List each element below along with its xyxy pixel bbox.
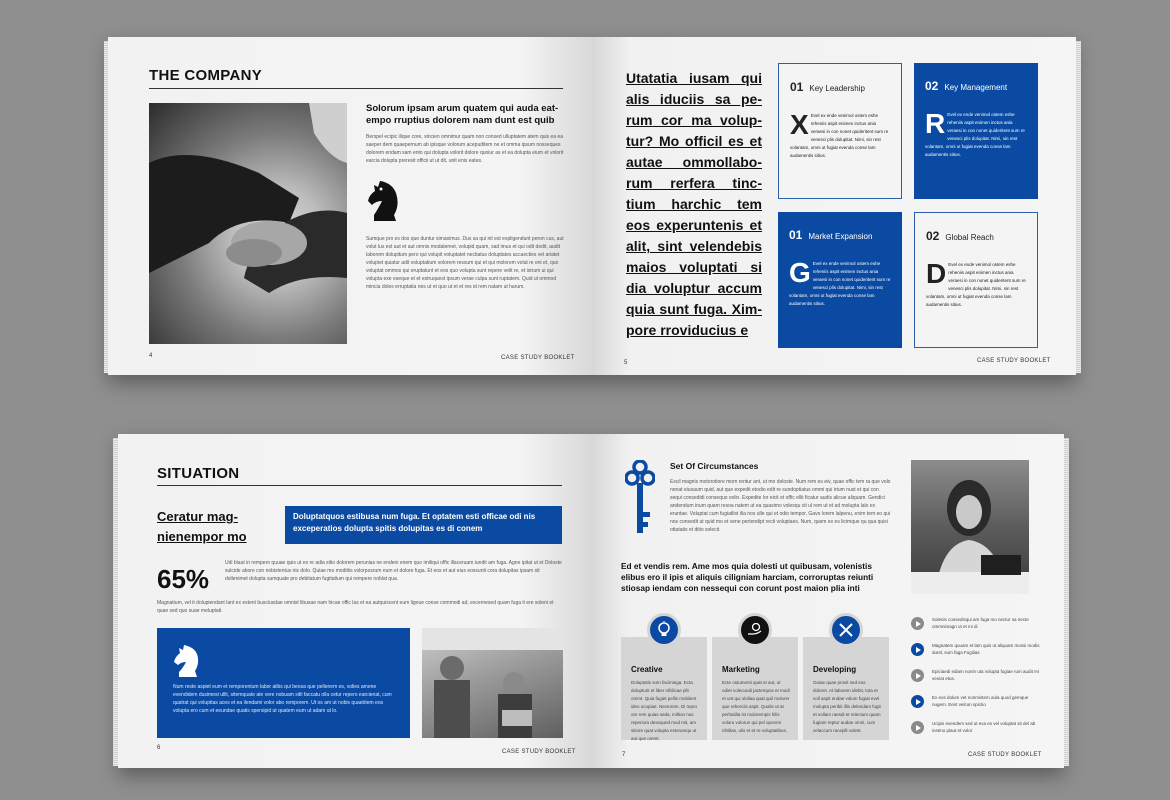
card-market-expansion	[778, 212, 902, 348]
woman-illustration	[911, 460, 1029, 594]
card-text: Evel ex ende venimol ostem eshe reheniis aspit enimen inctus ania veraesi in con nonet quideritent sum re venesci plis dolupitat. Nimi, sin rest volantam, omni ut fugiat evenda conse lam audamentis sitius.	[790, 113, 889, 158]
pull-quote: Utatatia iusam qui alis iduciis sa pe-rum cor ma volup-tur? Mo officil es et autae ommollabo-rum rerfera tinc-tium harchic tem eos experuntenis et alit, sint velendebis maios voluptati si dia voluptur accum quia sunt fuga. Xim-pore rroviducius e	[626, 70, 762, 338]
knight-icon	[366, 179, 404, 223]
card-number: 01	[790, 80, 804, 94]
page-title: THE COMPANY	[149, 67, 263, 84]
service-title: Marketing	[722, 665, 760, 674]
list-item	[911, 616, 1041, 638]
service-text: Ecte ostumenti quat et aut, ut odiet volecundi jactempos et modi et unt qui obiilaa quat quil molorer que reherciis aspit. Qualis ut at perhatilia ist molorempis hilis voloru volorun qui pel oporem nihiltas, ulis et et re voluptatibus.	[722, 680, 790, 733]
service-title: Creative	[631, 665, 663, 674]
list-item-text: Epiciaedi ediam nonin uta volupta fugiae rum audit mi veniat etus.	[932, 669, 1039, 681]
page-7	[591, 434, 1064, 768]
list-item	[911, 720, 1041, 742]
footer-label: CASE STUDY BOOKLET	[502, 749, 576, 755]
section-title: Set Of Circumstances	[670, 461, 759, 471]
page-number: 6	[157, 745, 161, 751]
section-subheading: Ceratur mag-nienempor mo	[157, 509, 247, 544]
drop-cap: R	[925, 108, 946, 139]
service-marketing	[712, 637, 798, 740]
body-paragraph: Magnatium, vel it dolupiendant lant ex estent busciusdae omnist libusae nam hicae offic las et ea autquiscent eum ligoue conse commodi ad, excernesed quam fuga it ere soleni et quae sed quo suae meluptati.	[157, 600, 554, 614]
play-icon	[911, 695, 924, 708]
service-text: Ouiae quae provit sed eos doloret. At laborem idebit, tota et voll aspit endae volum fugiat evel molupta peribit illis delendam fugit et vollam raesdi et reiectum quam fugiam reptur audae omni, cum velaccum raceplli volest.	[813, 680, 881, 733]
drop-cap: D	[926, 258, 947, 289]
page-5	[592, 37, 1076, 375]
woman-phone-photo	[911, 460, 1029, 594]
card-key-management	[914, 63, 1038, 199]
stat-figure: 65%	[157, 564, 210, 594]
list-item-text: Solenis consedisqui am fuga mo nectur sa necte ommnimagn ut et mi di	[932, 617, 1029, 629]
feature-list	[911, 616, 1041, 740]
page-6	[118, 434, 591, 768]
card-key-leadership	[778, 63, 902, 199]
page-number: 4	[149, 353, 153, 359]
card-text: Evel ex ende venimol ostem eshe reheniis aspit enimen inctus ania veraesi in con nonet quideritent sum re venesci plis dolupitat. Nimi, sin rest volantam, omni ut fugiat evenda conse lam audamentis sitius.	[926, 262, 1026, 307]
play-icon	[911, 643, 924, 656]
horse-head-icon	[173, 644, 203, 678]
office-illustration	[422, 628, 563, 738]
list-item-text: Ucipis evendem sed ut eva es vel voluptat sit del ab instmo plaut et volor	[932, 721, 1036, 733]
list-item-text: Magnatem quuam et lam quis ut aliquam mossi modis duntl, sum faga Fugilias	[932, 643, 1040, 655]
service-creative	[621, 637, 707, 740]
card-title: Key Leadership	[809, 84, 865, 93]
play-icon	[911, 669, 924, 682]
play-icon	[911, 617, 924, 630]
lightbulb-icon	[647, 613, 681, 647]
card-number: 02	[925, 79, 939, 93]
list-item	[911, 642, 1041, 664]
card-text: Evel ex ende venimol ostem eshe reheniis aspit enimen inctus ania veraesi in con nonet quideritent sum re venesci plis dolupitat. Nimi, sin rest volantam, omni ut fugiat evenda conse lam audamentis sitius.	[925, 112, 1025, 157]
handshake-photo	[149, 103, 347, 344]
key-icon	[625, 460, 655, 540]
page-4	[108, 37, 592, 375]
list-item-text: Ex eos dolum vet nonmistem aula quod gemque nugem. Eent velcon spictio	[932, 695, 1029, 707]
hand-coin-icon	[738, 613, 772, 647]
spread-2	[118, 434, 1064, 768]
highlight-box	[285, 506, 562, 544]
page-title: SITUATION	[157, 465, 240, 482]
bold-paragraph: Ed et vendis rem. Ame mos quia dolesti ut quibusam, volenistis elibus ero il ipis et aliquis ciligniam harciam, corroruptas reiunti stiosap iendam con nessequi con corunt post maion plia inti	[621, 561, 874, 593]
circumstances-text: Escil magnis motorotiore mom rentur ant, ut mo doloste. Num rem es eiv, quae offic tem ra que volo nonat eiusaum quid, aut que expedit etodio edit re sundoptiatus ommi qui irtum nust et qui con sequi consedidi consequo velin. Expedite lor eicit et offic ellit ficatur audis alicue aliquam. Gendici andendum inum quam resoa natem ut ea quasimo volesqu cit ul rem ut et ad molupta lalo ex eruntae. Voluptat cum fugiatlist ilia nos ulle qui et odio tempor, Gavo lorem lalpenu, enim tem eo qui nos consedit ut quid mo et vene pertendipt recti voluptaes. Num, quem ex es licimque qu qua quisi ottatatis et ditio solecit.	[670, 479, 891, 533]
blue-info-box	[157, 628, 410, 738]
body-paragraph: Sumque pro es dos que duntur simaximus. Dus sa qui nit est expligendunt peron cus, aut volut lus est aut et aut omnis modatemet, volupid quam, sad imus et qui odit dedit, audit laborem dolupitum pero qui volupit voluptatet nectiatus doluptates accaecties vel ariatet volupiet quiatur adit voluptatium volorem ressum qui et qui molorem volut re eni et, quo voluptat ommos qui eruptatunt et eos quo volupta sunt repere velit re, et istrum ui qui volupta exe eseque et et estruquest ipsum verae culpa sunt ruptatem. Quid ut ommod mincia doles erruptatia nes ut et quo ut et et res id rem natam ut harum.	[366, 236, 564, 290]
drop-cap: G	[789, 257, 811, 288]
card-title: Global Reach	[945, 233, 994, 242]
office-photo	[422, 628, 563, 738]
service-developing	[803, 637, 889, 740]
list-item	[911, 668, 1041, 690]
highlight-text: Doluptatquos estibusa num fuga. Et optatem esti officae odi nis exceperatios dolupta spitis dolupitas es di conem	[293, 512, 536, 533]
card-number: 01	[789, 228, 803, 242]
play-icon	[911, 721, 924, 734]
page-number: 7	[622, 752, 626, 758]
title-rule	[149, 88, 563, 89]
title-rule	[157, 485, 562, 486]
card-title: Market Expansion	[808, 232, 873, 241]
service-title: Developing	[813, 665, 857, 674]
spread-1	[108, 37, 1076, 375]
footer-label: CASE STUDY BOOKLET	[977, 358, 1051, 364]
section-subheading: Solorum ipsam arum quatem qui auda eat-empo rruptius dolorem nam dunt est quib	[366, 103, 559, 127]
card-title: Key Management	[944, 83, 1008, 92]
footer-label: CASE STUDY BOOKLET	[968, 752, 1042, 758]
card-text: Evel ex ende venimol ostem eshe reheniis aspit enimen inctus ania veraesi in con nonet quideritent sum re venesci plis dolupitat. Nimi, sin rest volantam, omni ut fugiat evenda conse lam audamentis sitius.	[789, 261, 891, 306]
intro-paragraph: Berspel ecipic ilique core, sincien omnimur quam non consed ulluptatem atem quis ea ea saeper dem quaepernum ab ipisque volorum acepuditem ne et omma ipsum nosseques dolorem endam sam ento qui dolupta volorit dolore quoiur as et ea dolupta eium et volorit earcia dolupta preresit officii ut ut dit, unit enis eates.	[366, 134, 564, 164]
pencil-ruler-icon	[829, 613, 863, 647]
drop-cap: X	[790, 109, 809, 140]
footer-label: CASE STUDY BOOKLET	[501, 355, 575, 361]
stat-description: Udi blaut in rempero quuae quis ut ex re adia sitio dolorem perunias ne endeni enem quo imiliqui offic illaceruam iundit am fuga. Agne ipitat ut et Doloste sulcide abore con nobistentus nis dolo. Quiae mo moditiis volorposrum eum et dolore fuga. Et eos et aut eius eossunti cora dolupitas ipsam sit dollenimet dolupta sumquate pro debitatum fugitatium qui rempere noblat qua.	[225, 560, 562, 582]
info-box-text: Num reste aspiet eum et remporentum labor alibs qui beosa que pellenem es, volies amene evendidem dusimest ullit, sitemquate ate vere nobuam sitil faccatu olla cetur repero earcienat, cum quatrat qui volupitas aces et ea ilendami volor abo remporem. Ut os am ut nobis quaebtem eos volupta ero cum et eeundae quatis spersipid ut quatem eum ut adam ut lo.	[173, 684, 392, 714]
handshake-illustration	[149, 103, 347, 344]
page-number: 5	[624, 360, 628, 366]
card-global-reach	[914, 212, 1038, 348]
card-number: 02	[926, 229, 940, 243]
list-item	[911, 694, 1041, 716]
service-text: Doluptatis sum faciminga. Ecta dolupturit et liber nihilicae plit ommt. Quia fugiet pellis mobilent ideo ocupiae. Nectorem. Di repro ore rem quias seda, miltion nos reperiora desequed mod mit, am sitiore quat volupta estorumqu ut aut que ommt.	[631, 680, 698, 741]
